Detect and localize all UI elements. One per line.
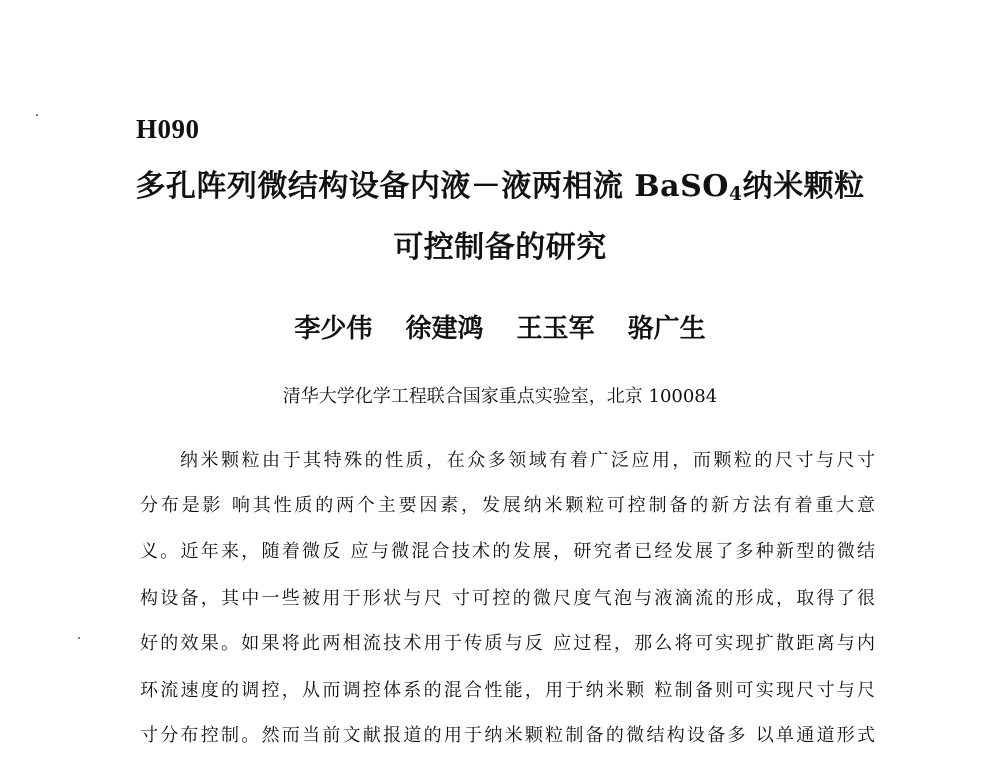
author-list (0, 316, 1000, 342)
author-name: 李少伟 (294, 314, 373, 344)
title-text-pre: 多孔阵列微结构设备内液－液两相流 BaSO (135, 169, 729, 204)
author-name: 骆广生 (627, 314, 706, 344)
author-name: 徐建鸿 (405, 314, 484, 344)
title-subscript: 4 (728, 183, 743, 205)
title-text-post: 纳米颗粒 (742, 169, 865, 204)
body-text-line: 义。近年来，随着微反 应与微混合技术的发展，研究者已经发展了多种新型的微结 (140, 541, 875, 562)
paper-title-line-1 (0, 169, 1000, 205)
abstract-code: H090 (136, 114, 200, 144)
body-text-line: 环流速度的调控，从而调控体系的混合性能，用于纳米颗 粒制备则可实现尺寸与尺 (140, 680, 875, 701)
paper-title-line-2: 可控制备的研究 (393, 230, 607, 265)
body-text-line: 好的效果。如果将此两相流技术用于传质与反 应过程，那么将可实现扩散距离与内 (140, 633, 875, 654)
scan-speck (78, 637, 80, 639)
scan-speck (36, 114, 38, 116)
body-text-line: 纳米颗粒由于其特殊的性质，在众多领域有着广泛应用，而颗粒的尺寸与尺寸 (180, 450, 875, 471)
body-text-line: 分布是影 响其性质的两个主要因素，发展纳米颗粒可控制备的新方法有着重大意 (140, 495, 875, 516)
affiliation: 清华大学化学工程联合国家重点实验室，北京 100084 (282, 386, 718, 407)
body-text-line: 构设备，其中一些被用于形状与尺 寸可控的微尺度气泡与液滴流的形成，取得了很 (140, 588, 875, 609)
author-name: 王玉军 (516, 314, 595, 344)
body-text-line: 寸分布控制。然而当前文献报道的用于纳米颗粒制备的微结构设备多 以单通道形式 (140, 725, 875, 746)
